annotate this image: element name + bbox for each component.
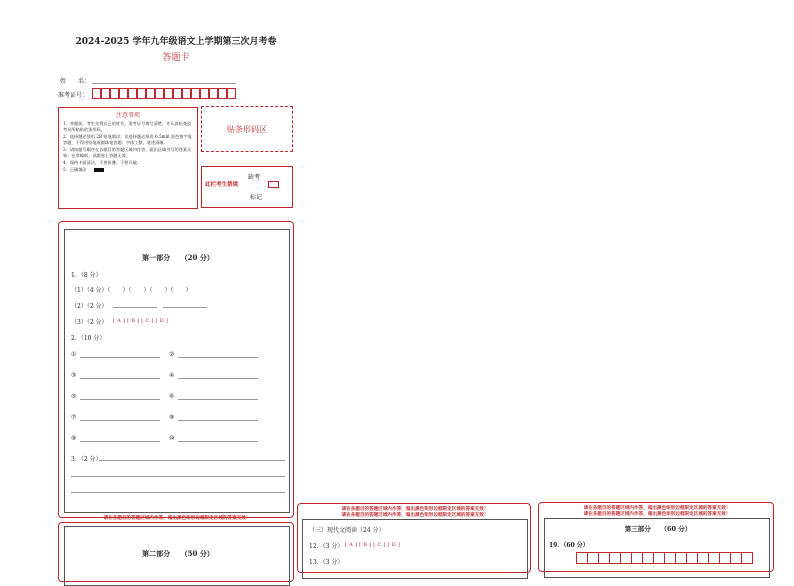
filled-sample-icon <box>94 168 104 172</box>
notice-box <box>58 107 198 209</box>
id-digit-box[interactable] <box>191 88 200 99</box>
q1-3-choices[interactable]: [ A ] [ B ] [ C ] [ D ] <box>113 318 169 324</box>
boundary-warning: 请在各题目的答题区域内作答，超出黑色矩形边框限定区域的答案无效！ <box>583 512 731 517</box>
id-digit-box[interactable] <box>182 88 191 99</box>
q2-blank[interactable] <box>178 420 258 421</box>
q3-label: 3．（2 分） <box>71 456 102 463</box>
part3-answer-area <box>544 518 770 578</box>
boundary-warning: 请在各题目的答题区域内作答，超出黑色矩形边框限定区域的答案无效！ <box>341 513 489 518</box>
boundary-warning: 请在各题目的答题区域内作答，超出黑色矩形边框限定区域的答案无效！ <box>103 516 251 521</box>
part3-heading: 第三部分 （60 分） <box>624 525 692 533</box>
part2-heading: 第二部分 （50 分） <box>142 549 214 558</box>
essay-grid-row[interactable] <box>577 552 753 564</box>
part1-answer-area <box>64 229 290 513</box>
notice-item: 1．答题前，考生先将自己的姓名，准考证号填写清楚，并认真检查监考员所粘贴的条形码。 <box>63 121 192 132</box>
absent-restrict-label: 此栏考生禁填 <box>205 182 239 188</box>
q1-2-blank-a[interactable] <box>113 307 157 308</box>
q2-blank[interactable] <box>80 399 160 400</box>
id-digit-box[interactable] <box>200 88 209 99</box>
id-digit-box[interactable] <box>155 88 164 99</box>
q1-2-blank-b[interactable] <box>163 307 207 308</box>
boundary-warning: 请在各题目的答题区域内作答，超出黑色矩形边框限定区域的答案无效！ <box>341 507 489 512</box>
q2-blank[interactable] <box>80 357 160 358</box>
q1-1: （1）（4 分）（ ）（ ）（ ）（ ） <box>71 287 192 294</box>
answer-card-label: 答题卡 <box>162 53 190 63</box>
blank-marker: ② <box>169 351 175 358</box>
barcode-label: 贴条形码区 <box>227 124 267 134</box>
notice-item: 4．保持卡面清洁，不要折叠、不要弄破。 <box>63 160 142 165</box>
q1-2: （2）（2 分） <box>71 303 108 310</box>
id-digit-box[interactable] <box>209 88 218 99</box>
blank-marker: ③ <box>71 372 77 379</box>
q2-blank[interactable] <box>80 378 160 379</box>
name-label: 姓 名： <box>60 78 91 85</box>
q12-choices[interactable]: [ A ] [ B ] [ C ] [ D ] <box>345 542 401 548</box>
q13-label: 13．（3 分） <box>309 559 344 566</box>
sheet-title: 2024-2025 学年九年级语文上学期第三次月考卷 <box>75 37 277 47</box>
essay-grid-cell[interactable] <box>741 552 753 564</box>
blank-marker: ④ <box>169 372 175 379</box>
barcode-area <box>201 106 293 152</box>
q1-label: 1．（8 分） <box>71 272 102 279</box>
notice-item: 2．选择题必须用 2B 铅笔填涂；非选择题必须用 0.5mm 黑色签字笔答题，不得用铅笔或圆珠笔答题；字体工整、笔迹清晰。 <box>63 134 192 145</box>
q19-label: 19．（60 分） <box>549 542 589 549</box>
notice-list <box>63 121 195 174</box>
notice-heading: 注意事项 <box>115 112 140 119</box>
q3-line[interactable] <box>99 460 285 461</box>
id-digit-box[interactable] <box>227 88 236 99</box>
name-field[interactable] <box>92 83 236 84</box>
id-digit-box[interactable] <box>119 88 128 99</box>
boundary-warning: 请在各题目的答题区域内作答，超出黑色矩形边框限定区域的答案无效！ <box>583 506 731 511</box>
id-digit-box[interactable] <box>146 88 155 99</box>
q2-blank[interactable] <box>178 441 258 442</box>
q2-blank[interactable] <box>178 399 258 400</box>
q2-blank[interactable] <box>80 420 160 421</box>
reading-answer-area <box>302 519 528 579</box>
absent-bottom-label: 标记 <box>250 194 263 201</box>
blank-marker: ⑦ <box>71 414 77 421</box>
id-digit-box[interactable] <box>92 88 101 99</box>
q2-label: 2．（10 分） <box>71 335 106 342</box>
id-digit-box[interactable] <box>110 88 119 99</box>
id-digit-box[interactable] <box>218 88 227 99</box>
notice-item: 3．请按题号顺序在各题目的答题区域内作答，超出区域书写的答案无效；在草稿纸、试题卷上答题无效。 <box>63 147 192 158</box>
id-digit-box[interactable] <box>164 88 173 99</box>
absent-mark-box <box>201 166 293 208</box>
q12-label: 12．（3 分） <box>309 543 344 550</box>
q2-blank[interactable] <box>178 378 258 379</box>
q1-3: （3）（2 分） <box>71 319 108 326</box>
id-digit-box[interactable] <box>128 88 137 99</box>
q2-blank[interactable] <box>178 357 258 358</box>
absent-top-label: 缺考 <box>248 174 261 181</box>
blank-marker: ① <box>71 351 77 358</box>
blank-marker: ⑤ <box>71 393 77 400</box>
q3-line[interactable] <box>71 492 285 493</box>
id-digit-box[interactable] <box>101 88 110 99</box>
part2-answer-area <box>64 526 290 586</box>
id-label: 准考证号： <box>58 92 89 99</box>
blank-marker: ⑨ <box>71 435 77 442</box>
absent-checkbox[interactable] <box>268 181 279 188</box>
reading-heading: （三）现代文阅读（24 分） <box>309 527 385 534</box>
reading-section <box>297 503 531 573</box>
q2-blank[interactable] <box>80 441 160 442</box>
q3-line[interactable] <box>71 476 285 477</box>
part1-heading: 第一部分 （20 分） <box>142 253 214 262</box>
part2-section <box>58 522 294 582</box>
blank-marker: ⑧ <box>169 414 175 421</box>
id-digit-box[interactable] <box>137 88 146 99</box>
blank-marker: ⑥ <box>169 393 175 400</box>
notice-item: 5．正确填涂 <box>63 167 195 173</box>
blank-marker: ⑩ <box>169 435 175 442</box>
id-digit-box[interactable] <box>173 88 182 99</box>
part1-section <box>58 221 294 518</box>
